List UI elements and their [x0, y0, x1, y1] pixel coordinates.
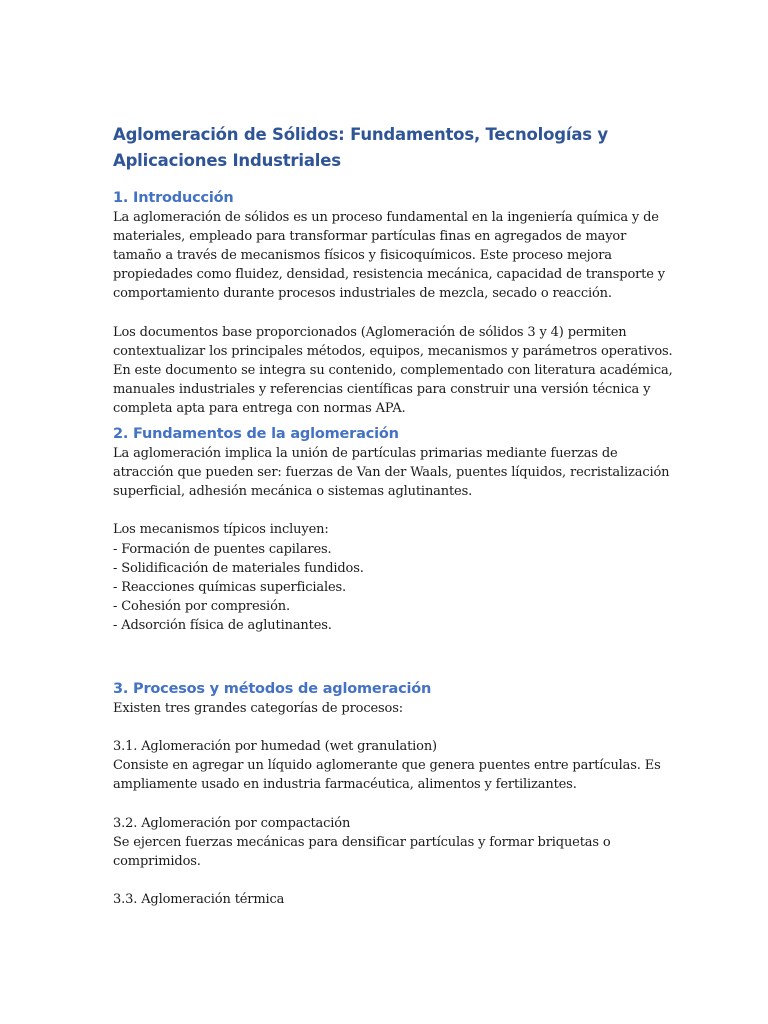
- spacer: [113, 501, 673, 520]
- section-heading-introduccion: 1. Introducción: [113, 190, 234, 206]
- paragraph: Los documentos base proporcionados (Aglomeración de sólidos 3 y 4) permiten contextualizar los principales métodos, equipos, mecanismos y parámetros operativos. En este documento se integra su contenido, complementado con literatura académica, manuales industriales y referencias científicas para construir una versión técnica y completa apta para entrega con normas APA.: [113, 324, 673, 416]
- paragraph: La aglomeración implica la unión de partículas primarias mediante fuerzas de atracción que pueden ser: fuerzas de Van der Waals, puentes líquidos, recristalización superficial, adhesión mecánica o sistemas aglutinantes.: [113, 446, 670, 500]
- list-item: - Adsorción física de aglutinantes.: [113, 617, 332, 633]
- document-content: [113, 122, 673, 909]
- paragraph: Se ejercen fuerzas mecánicas para densificar partículas y formar briquetas o comprimidos.: [113, 834, 611, 869]
- list-item: - Solidificación de materiales fundidos.: [113, 560, 364, 576]
- paragraph: La aglomeración de sólidos es un proceso fundamental en la ingeniería química y de materiales, empleado para transformar partículas finas en agregados de mayor tamaño a través de mecanismos físicos y fisicoquímicos. Este proceso mejora propiedades como fluidez, densidad, resistencia mecánica, capacidad de transporte y comportamiento durante procesos industriales de mezcla, secado o reacción.: [113, 210, 665, 302]
- document-title: Aglomeración de Sólidos: Fundamentos, Tecnologías y Aplicaciones Industriales: [113, 125, 608, 170]
- list-item: - Reacciones químicas superficiales.: [113, 579, 347, 595]
- paragraph: Consiste en agregar un líquido aglomerante que genera puentes entre partículas. Es ampliamente usado en industria farmacéutica, alimentos y fertilizantes.: [113, 758, 661, 793]
- list-intro: Los mecanismos típicos incluyen:: [113, 522, 329, 538]
- spacer: [113, 718, 673, 737]
- paragraph: Existen tres grandes categorías de procesos:: [113, 700, 403, 716]
- list-item: - Cohesión por compresión.: [113, 598, 290, 614]
- spacer: [113, 635, 673, 679]
- spacer: [113, 871, 673, 890]
- subsection-title: 3.3. Aglomeración térmica: [113, 891, 285, 907]
- spacer: [113, 303, 673, 322]
- mechanisms-list: [113, 540, 673, 635]
- spacer: [113, 794, 673, 813]
- subsection-title: 3.1. Aglomeración por humedad (wet granulation): [113, 739, 437, 755]
- section-heading-procesos: 3. Procesos y métodos de aglomeración: [113, 680, 432, 697]
- list-item: - Formación de puentes capilares.: [113, 541, 332, 557]
- section-heading-fundamentos: 2. Fundamentos de la aglomeración: [113, 426, 399, 443]
- subsection-title: 3.2. Aglomeración por compactación: [113, 815, 351, 831]
